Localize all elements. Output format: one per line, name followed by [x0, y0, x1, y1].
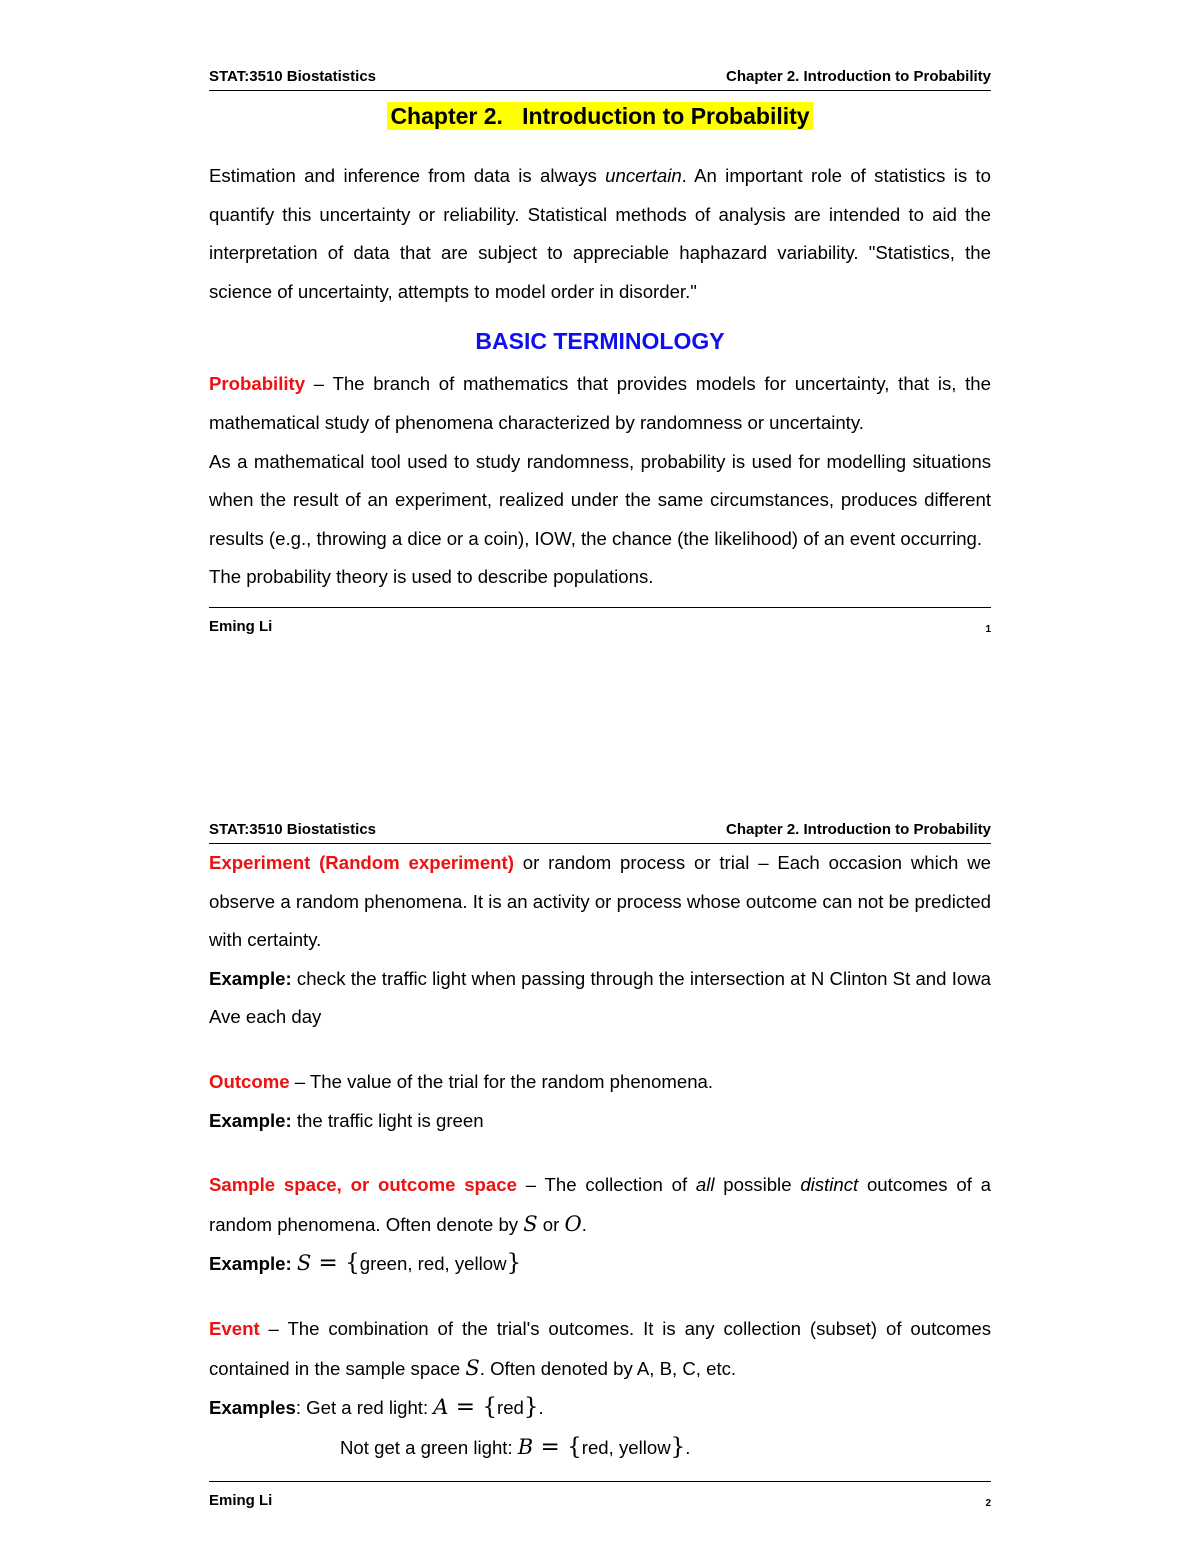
- math-B: B: [517, 1434, 534, 1459]
- probability-paragraph-3: The probability theory is used to describe populations.: [209, 566, 654, 588]
- event-def-text-b: . Often denoted by A, B, C, etc.: [479, 1357, 737, 1379]
- term-experiment: Experiment (Random experiment): [209, 852, 514, 873]
- math-equals: =: [311, 1250, 346, 1277]
- event-example-2: Not get a green light: B = {red, yellow}.: [340, 1433, 691, 1460]
- ss-text-a: – The collection of: [516, 1174, 696, 1196]
- author-label: Eming Li: [209, 617, 273, 635]
- math-S: S: [523, 1211, 538, 1236]
- term-event: Event: [209, 1317, 260, 1339]
- author-label: Eming Li: [209, 1492, 273, 1510]
- spacer: [209, 1284, 991, 1310]
- ss-end: .: [581, 1213, 587, 1235]
- outcome-definition: [209, 1063, 991, 1102]
- set-contents: red, yellow: [581, 1436, 671, 1458]
- title-wrap: [209, 103, 991, 139]
- slide-footer: [209, 1492, 991, 1509]
- experiment-def-text: or random process or trial – Each occasion which we observe a random phenomena. It is an activity or process whose outcome can not be predicted with certainty.: [209, 852, 991, 951]
- close-brace: }: [523, 1394, 539, 1421]
- probability-paragraph-2: As a mathematical tool used to study randomness, probability is used for modelling situations when the result of an experiment, realized under the same circumstances, produces different results (e.g., throwing a dice or a coin), IOW, the chance (the likelihood) of an event occurring.: [209, 450, 991, 549]
- header-rule: [209, 90, 991, 91]
- ss-all: all: [695, 1174, 715, 1196]
- event-example-1-text: : Get a red light:: [295, 1397, 434, 1419]
- example-label: Example:: [209, 1109, 292, 1131]
- math-equals: = {: [533, 1433, 582, 1460]
- experiment-example-text: check the traffic light when passing through the intersection at N Clinton St and Iowa Ave each day: [209, 967, 991, 1028]
- sample-space-definition: [209, 1166, 991, 1244]
- math-A: A: [433, 1395, 449, 1420]
- close-brace: }: [506, 1250, 522, 1277]
- course-label: STAT:3510 Biostatistics: [209, 67, 376, 85]
- ss-text-b: possible: [714, 1174, 801, 1196]
- set-contents: red: [497, 1397, 524, 1419]
- intro-text-b: . An important role of statistics is to quantify this uncertainty or reliability. Statistical methods of analysis are intended to aid the interpretation of data that are subject to appreciable haphazard variability. "Statistics, the science of uncertainty, attempts to model order in disorder.": [209, 165, 991, 302]
- outcome-def-text: – The value of the trial for the random phenomena.: [289, 1070, 714, 1092]
- outcome-example: [209, 1102, 991, 1141]
- probability-definition: [209, 365, 991, 442]
- math-equals: = {: [448, 1394, 497, 1421]
- footer-rule: [209, 607, 991, 608]
- slide-header: [209, 815, 991, 843]
- slide-header: [209, 62, 991, 90]
- term-sample-space: Sample space, or outcome space: [209, 1174, 517, 1196]
- math-O: O: [564, 1211, 582, 1236]
- slide-footer: [209, 618, 991, 635]
- footer-rule: [209, 1481, 991, 1482]
- examples-label: Examples: [209, 1397, 296, 1419]
- example-label: Example:: [209, 967, 292, 989]
- experiment-definition: [209, 844, 991, 960]
- chapter-label: Chapter 2. Introduction to Probability: [725, 67, 991, 85]
- event-def-text-a: – The combination of the trial's outcomes. It is any collection (subset) of outcomes contained in the sample space: [209, 1317, 991, 1379]
- spacer: [209, 1140, 991, 1166]
- example-label: Example:: [209, 1253, 292, 1275]
- event-definition: [209, 1310, 991, 1388]
- ss-distinct: distinct: [800, 1174, 859, 1196]
- slide-2: [209, 815, 991, 1509]
- set-contents: green, red, yellow: [359, 1253, 507, 1275]
- event-example-2-text: Not get a green light:: [340, 1436, 518, 1458]
- intro-paragraph: [209, 157, 991, 311]
- page-number: 2: [985, 1498, 991, 1510]
- section-heading: BASIC TERMINOLOGY: [475, 328, 725, 355]
- event-example-1: Examples: Get a red light: A = {red}.: [209, 1394, 544, 1421]
- ss-text-c: outcomes of a random phenomena. Often denote by: [209, 1174, 991, 1235]
- close-brace: }: [670, 1433, 686, 1460]
- term-probability: Probability: [209, 373, 306, 395]
- chapter-label: Chapter 2. Introduction to Probability: [725, 820, 991, 838]
- slide-1: [209, 62, 991, 635]
- outcome-example-text: the traffic light is green: [291, 1109, 484, 1131]
- probability-def-text: – The branch of mathematics that provides models for uncertainty, that is, the mathematical study of phenomena characterized by randomness or uncertainty.: [209, 373, 991, 433]
- math-S: S: [465, 1355, 480, 1380]
- course-label: STAT:3510 Biostatistics: [209, 820, 376, 838]
- ss-or: or: [537, 1213, 565, 1235]
- open-brace: {: [345, 1250, 360, 1277]
- sample-space-example: [209, 1244, 991, 1284]
- page-number: 1: [985, 623, 991, 635]
- chapter-title: Chapter 2. Introduction to Probability: [387, 102, 812, 130]
- intro-emphasis: uncertain: [605, 165, 682, 186]
- term-outcome: Outcome: [209, 1070, 290, 1092]
- experiment-example: [209, 960, 991, 1037]
- intro-text-a: Estimation and inference from data is always: [209, 165, 606, 186]
- math-S: S: [296, 1251, 312, 1276]
- spacer: [209, 1037, 991, 1063]
